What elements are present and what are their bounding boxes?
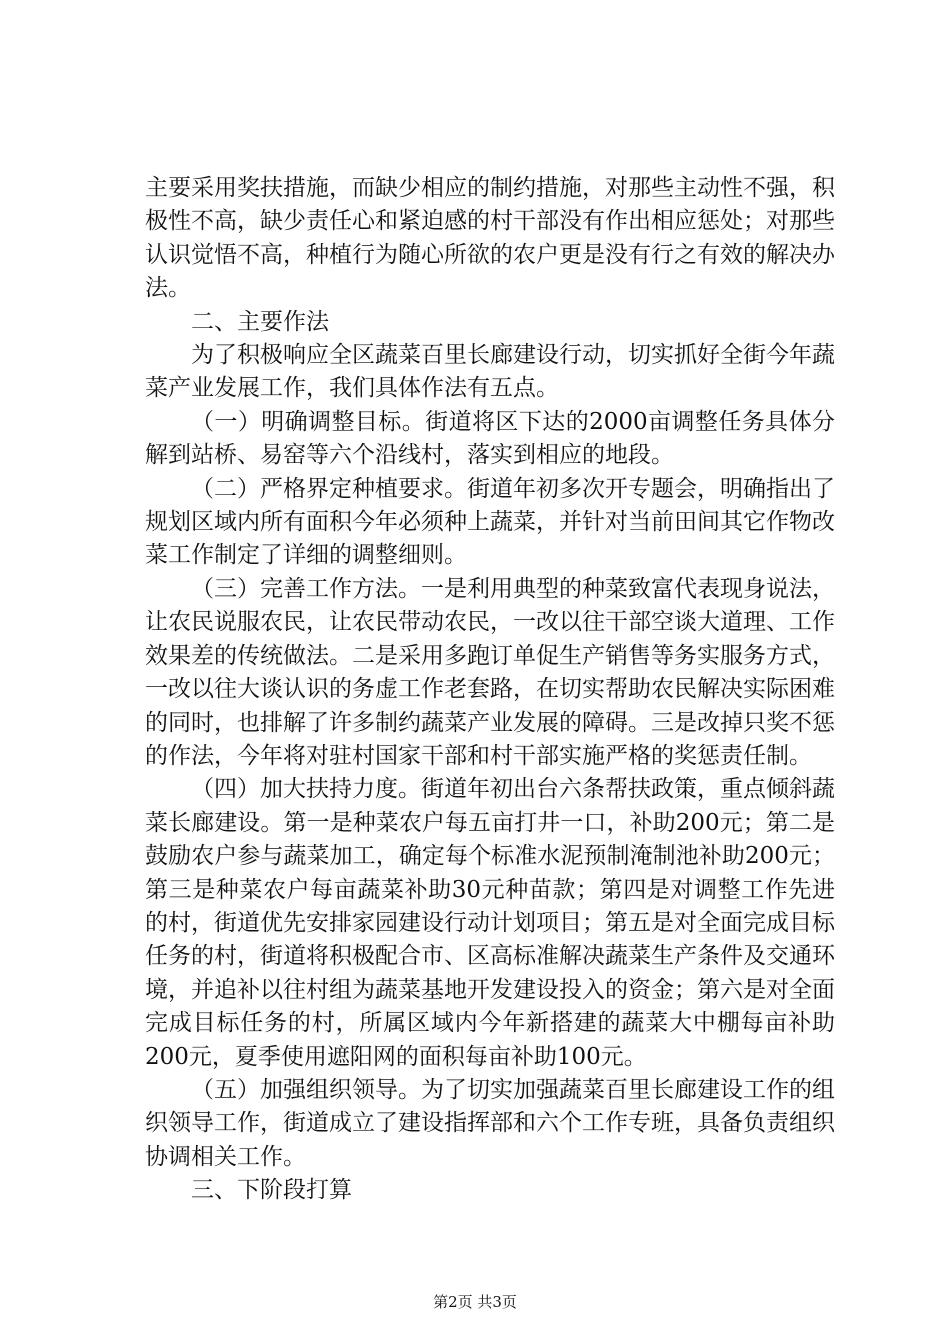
paragraph: 主要采用奖扶措施，而缺少相应的制约措施，对那些主动性不强，积极性不高，缺少责任心和紧迫感的村干部没有作出相应惩处；对那些认识觉悟不高，种植行为随心所欲的农户更是没有行之有效的解决办法。 <box>145 175 835 302</box>
paragraph: （二）严格界定种植要求。街道年初多次开专题会，明确指出了规划区域内所有面积今年必须种上蔬菜，并针对当前田间其它作物改菜工作制定了详细的调整细则。 <box>145 475 835 569</box>
paragraph: 为了积极响应全区蔬菜百里长廊建设行动，切实抓好全街今年蔬菜产业发展工作，我们具体作法有五点。 <box>145 342 835 402</box>
paragraph: （三）完善工作方法。一是利用典型的种菜致富代表现身说法，让农民说服农民，让农民带动农民，一改以往干部空谈大道理、工作效果差的传统做法。二是采用多跑订单促生产销售等务实服务方式，一改以往大谈认识的务虚工作老套路，在切实帮助农民解决实际困难的同时，也排解了许多制约蔬菜产业发展的障碍。三是改掉只奖不惩的作法，今年将对驻村国家干部和村干部实施严格的奖惩责任制。 <box>145 575 835 769</box>
paragraph: （五）加强组织领导。为了切实加强蔬菜百里长廊建设工作的组织领导工作，街道成立了建设指挥部和六个工作专班，具备负责组织协调相关工作。 <box>145 1076 835 1170</box>
paragraph: （四）加大扶持力度。街道年初出台六条帮扶政策，重点倾斜蔬菜长廊建设。第一是种菜农户每五亩打井一口，补助200元；第二是鼓励农户参与蔬菜加工，确定每个标准水泥预制淹制池补助200元；第三是种菜农户每亩蔬菜补助30元种苗款；第四是对调整工作先进的村，街道优先安排家园建设行动计划项目；第五是对全面完成目标任务的村，街道将积极配合市、区高标准解决蔬菜生产条件及交通环境，并追补以往村组为蔬菜基地开发建设投入的资金；第六是对全面完成目标任务的村，所属区域内今年新搭建的蔬菜大中棚每亩补助200元，夏季使用遮阳网的面积每亩补助100元。 <box>145 776 835 1070</box>
paragraph: （一）明确调整目标。街道将区下达的2000亩调整任务具体分解到站桥、易窑等六个沿线村，落实到相应的地段。 <box>145 408 835 469</box>
section-heading: 二、主要作法 <box>191 308 329 335</box>
document-body <box>145 172 835 1208</box>
section-heading: 三、下阶段打算 <box>191 1177 352 1204</box>
page-footer: 第2页 共3页 <box>433 1293 517 1311</box>
